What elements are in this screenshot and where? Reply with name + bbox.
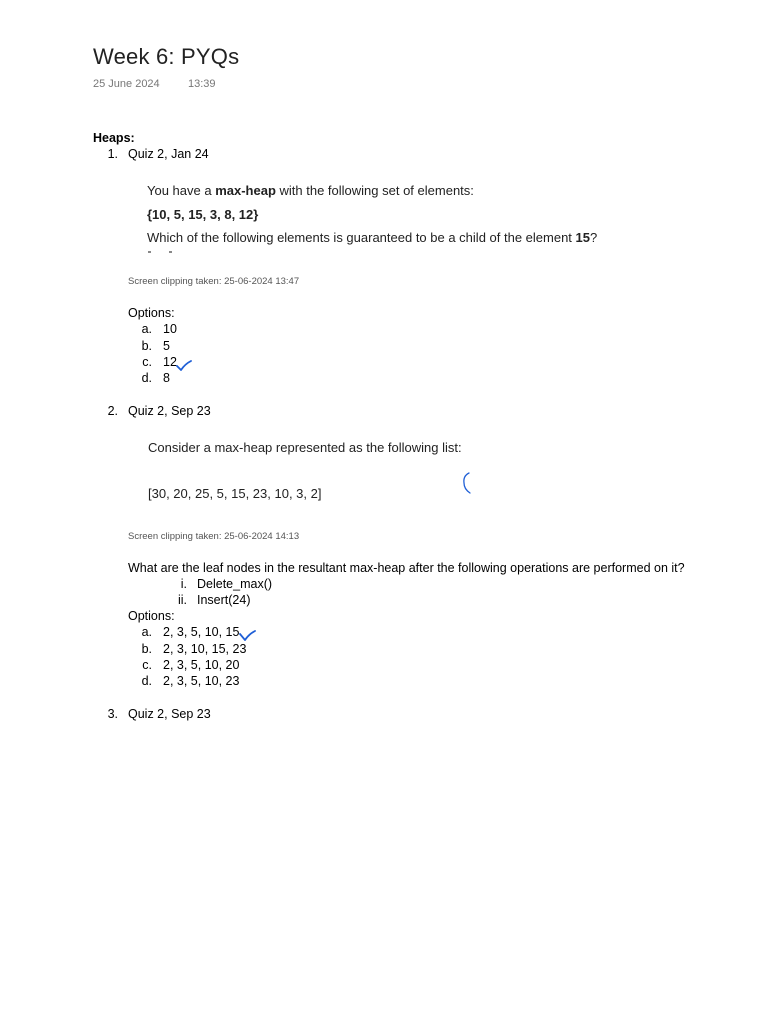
q2-clip-caption: Screen clipping taken: 25-06-2024 14:13 [128,531,300,542]
q3-number: 3. [107,707,118,721]
q2-option-d-marker: d. [141,674,152,688]
q2-op-ii-marker: ii. [177,593,187,607]
q2-option-d-text: 2, 3, 5, 10, 23 [163,674,240,688]
q1-option-c-marker: c. [142,355,152,369]
q2-op-i-marker: i. [180,577,187,591]
q1-option-b-text: 5 [163,339,170,353]
q1-option-d-marker: d. [141,371,152,385]
page-time: 13:39 [188,78,216,90]
q1-clip-line1-post: with the following set of elements: [275,183,474,198]
q1-option-a-text: 10 [163,322,177,336]
q2-question: What are the leaf nodes in the resultant max-heap after the following operations are performed on it? [128,561,685,575]
section-heading: Heaps: [93,131,135,145]
ink-bracket-mark [460,471,472,497]
q1-label: Quiz 2, Jan 24 [128,147,209,161]
page-date: 25 June 2024 [93,78,160,90]
q1-options-label: Options: [128,306,175,320]
checkmark-icon [176,360,192,372]
q2-op-i-text: Delete_max() [197,577,273,591]
q3-label: Quiz 2, Sep 23 [128,707,211,721]
q2-option-a-marker: a. [141,625,152,639]
q1-clip-line1-bold: max-heap [215,183,276,198]
q1-clip-line3-post: ? [590,230,598,245]
q1-clip-line3-mid: element [525,230,572,245]
q1-clip-line2: {10, 5, 15, 3, 8, 12} [147,207,259,222]
q1-option-a-marker: a. [141,322,152,336]
page-title: Week 6: PYQs [93,44,240,69]
q1-number: 1. [107,147,118,161]
q1-option-c-text: 12 [163,355,177,369]
q2-option-a-text: 2, 3, 5, 10, 15 [163,625,240,639]
q1-clip-cutoff-line [148,251,178,259]
q2-number: 2. [107,404,118,418]
q2-option-b-marker: b. [141,642,152,656]
q1-clip-line3-bold: 15 [575,230,591,245]
q2-option-c-marker: c. [142,658,152,672]
q1-clip-line3-pre: Which of the following elements is guaranteed to be a child of the [147,230,526,245]
q1-option-b-marker: b. [141,339,152,353]
q2-op-ii-text: Insert(24) [197,593,251,607]
q2-clip-line2: [30, 20, 25, 5, 15, 23, 10, 3, 2] [148,486,322,501]
q1-clip-line1-pre: You have a [147,183,216,198]
q1-clip-line1 [147,183,474,198]
q2-options-label: Options: [128,609,175,623]
q2-option-c-text: 2, 3, 5, 10, 20 [163,658,240,672]
q2-label: Quiz 2, Sep 23 [128,404,211,418]
q1-option-d-text: 8 [163,371,170,385]
checkmark-icon [239,630,256,642]
q1-clip-caption: Screen clipping taken: 25-06-2024 13:47 [128,276,300,287]
q1-clip-line3 [147,230,597,245]
q2-option-b-text: 2, 3, 10, 15, 23 [163,642,247,656]
q2-clip-line1: Consider a max-heap represented as the following list: [148,440,462,455]
